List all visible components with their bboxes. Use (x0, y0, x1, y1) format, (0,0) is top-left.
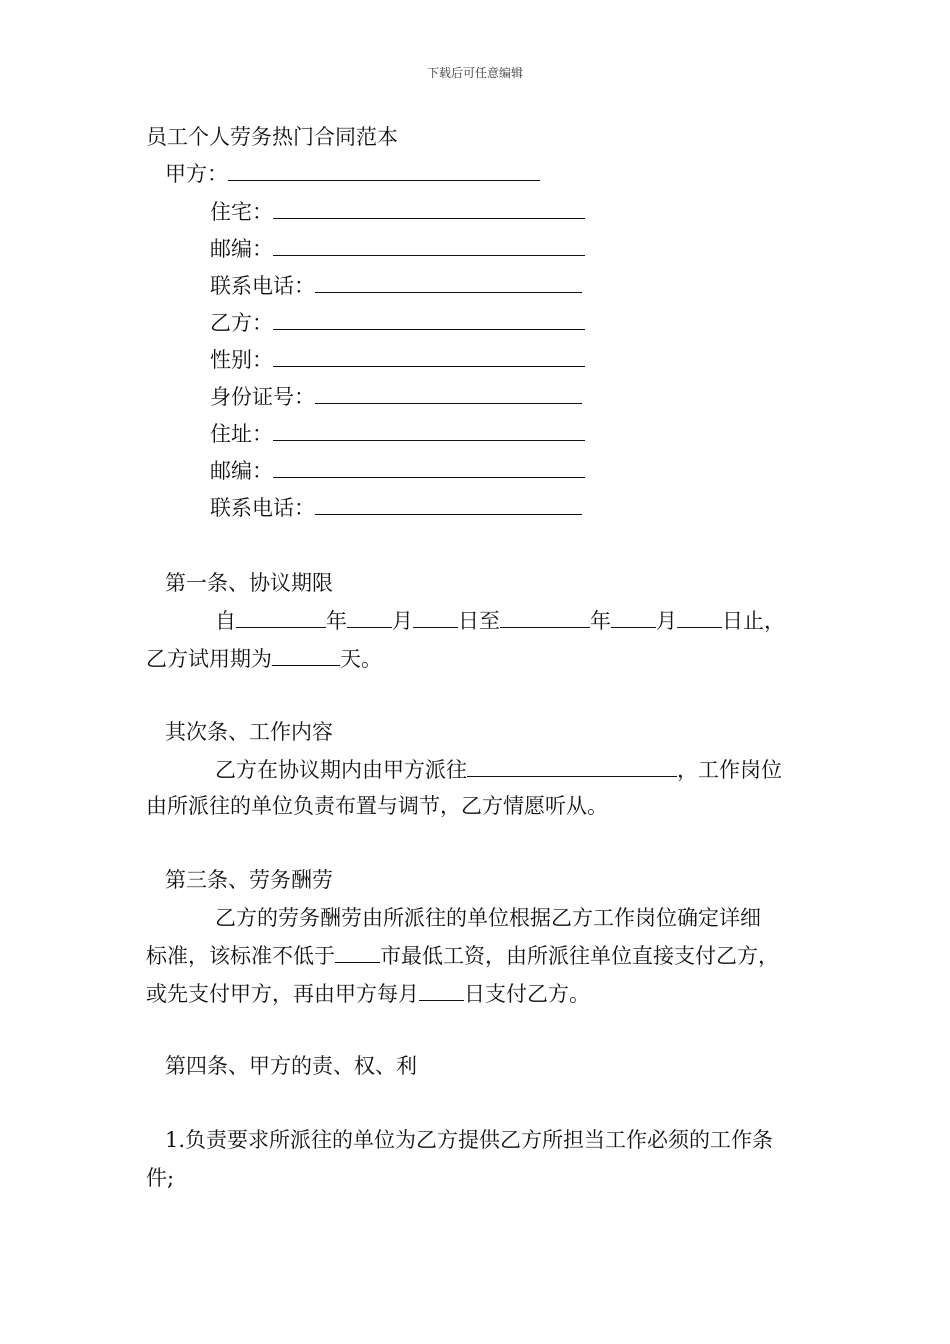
text: 日至 (458, 609, 500, 633)
blank (467, 754, 677, 777)
blank (335, 940, 380, 963)
article-4-item-1-line-1: 1.负责要求所派往的单位为乙方提供乙方所担当工作必须的工作条 (165, 1128, 774, 1152)
field-blank (315, 270, 582, 293)
blank (419, 978, 464, 1001)
field-blank (273, 196, 585, 219)
blank (413, 605, 458, 628)
article-1-heading: 第一条、协议期限 (165, 571, 333, 595)
article-2-heading: 其次条、工作内容 (165, 720, 333, 744)
article-3-line-2 (146, 940, 779, 971)
field-blank (273, 307, 585, 330)
article-1-line-2 (146, 643, 382, 674)
field-postcode-2 (210, 455, 585, 486)
field-label: 乙方： (210, 311, 273, 335)
text: 市最低工资，由所派往单位直接支付乙方， (380, 944, 779, 968)
text: ，工作岗位 (677, 758, 782, 782)
page-header: 下载后可任意编辑 (426, 66, 523, 80)
field-label: 住宅： (210, 200, 273, 224)
text: 日支付乙方。 (464, 982, 590, 1006)
text: 月 (392, 609, 413, 633)
article-2-line-1 (215, 754, 782, 785)
field-phone-2 (210, 492, 582, 523)
field-party-b (210, 307, 585, 338)
text: 标准，该标准不低于 (146, 944, 335, 968)
field-residence (210, 196, 585, 227)
text: 天。 (340, 647, 382, 671)
text: 日止， (722, 609, 785, 633)
blank (677, 605, 722, 628)
article-3-line-1: 乙方的劳务酬劳由所派往的单位根据乙方工作岗位确定详细 (215, 906, 761, 930)
blank (611, 605, 656, 628)
text: 年 (326, 609, 347, 633)
text: 月 (656, 609, 677, 633)
field-blank (273, 233, 585, 256)
text: 乙方在协议期内由甲方派往 (215, 758, 467, 782)
field-blank (273, 418, 585, 441)
field-gender (210, 344, 585, 375)
text: 年 (590, 609, 611, 633)
document-title: 员工个人劳务热门合同范本 (146, 125, 398, 149)
party-a-row (165, 158, 540, 189)
field-label: 邮编： (210, 459, 273, 483)
party-a-blank (228, 158, 540, 181)
field-address (210, 418, 585, 449)
article-3-heading: 第三条、劳务酬劳 (165, 868, 333, 892)
field-label: 联系电话： (210, 274, 315, 298)
field-label: 身份证号： (210, 385, 315, 409)
field-phone (210, 270, 582, 301)
blank (272, 643, 340, 666)
blank (500, 605, 590, 628)
field-label: 邮编： (210, 237, 273, 261)
field-postcode (210, 233, 585, 264)
text: 自 (215, 609, 236, 633)
field-label: 住址： (210, 422, 273, 446)
party-a-label: 甲方： (165, 162, 228, 186)
field-label: 联系电话： (210, 496, 315, 520)
field-blank (315, 492, 582, 515)
field-blank (273, 344, 585, 367)
article-2-line-2: 由所派往的单位负责布置与调节，乙方情愿听从。 (146, 794, 608, 818)
text: 或先支付甲方，再由甲方每月 (146, 982, 419, 1006)
field-label: 性别： (210, 348, 273, 372)
article-4-item-1-line-2: 件; (146, 1166, 175, 1190)
blank (236, 605, 326, 628)
field-id-number (210, 381, 582, 412)
field-blank (315, 381, 582, 404)
text: 乙方试用期为 (146, 647, 272, 671)
field-blank (273, 455, 585, 478)
article-1-line-1 (215, 605, 785, 636)
article-4-heading: 第四条、甲方的责、权、利 (165, 1054, 417, 1078)
blank (347, 605, 392, 628)
article-3-line-3 (146, 978, 590, 1009)
